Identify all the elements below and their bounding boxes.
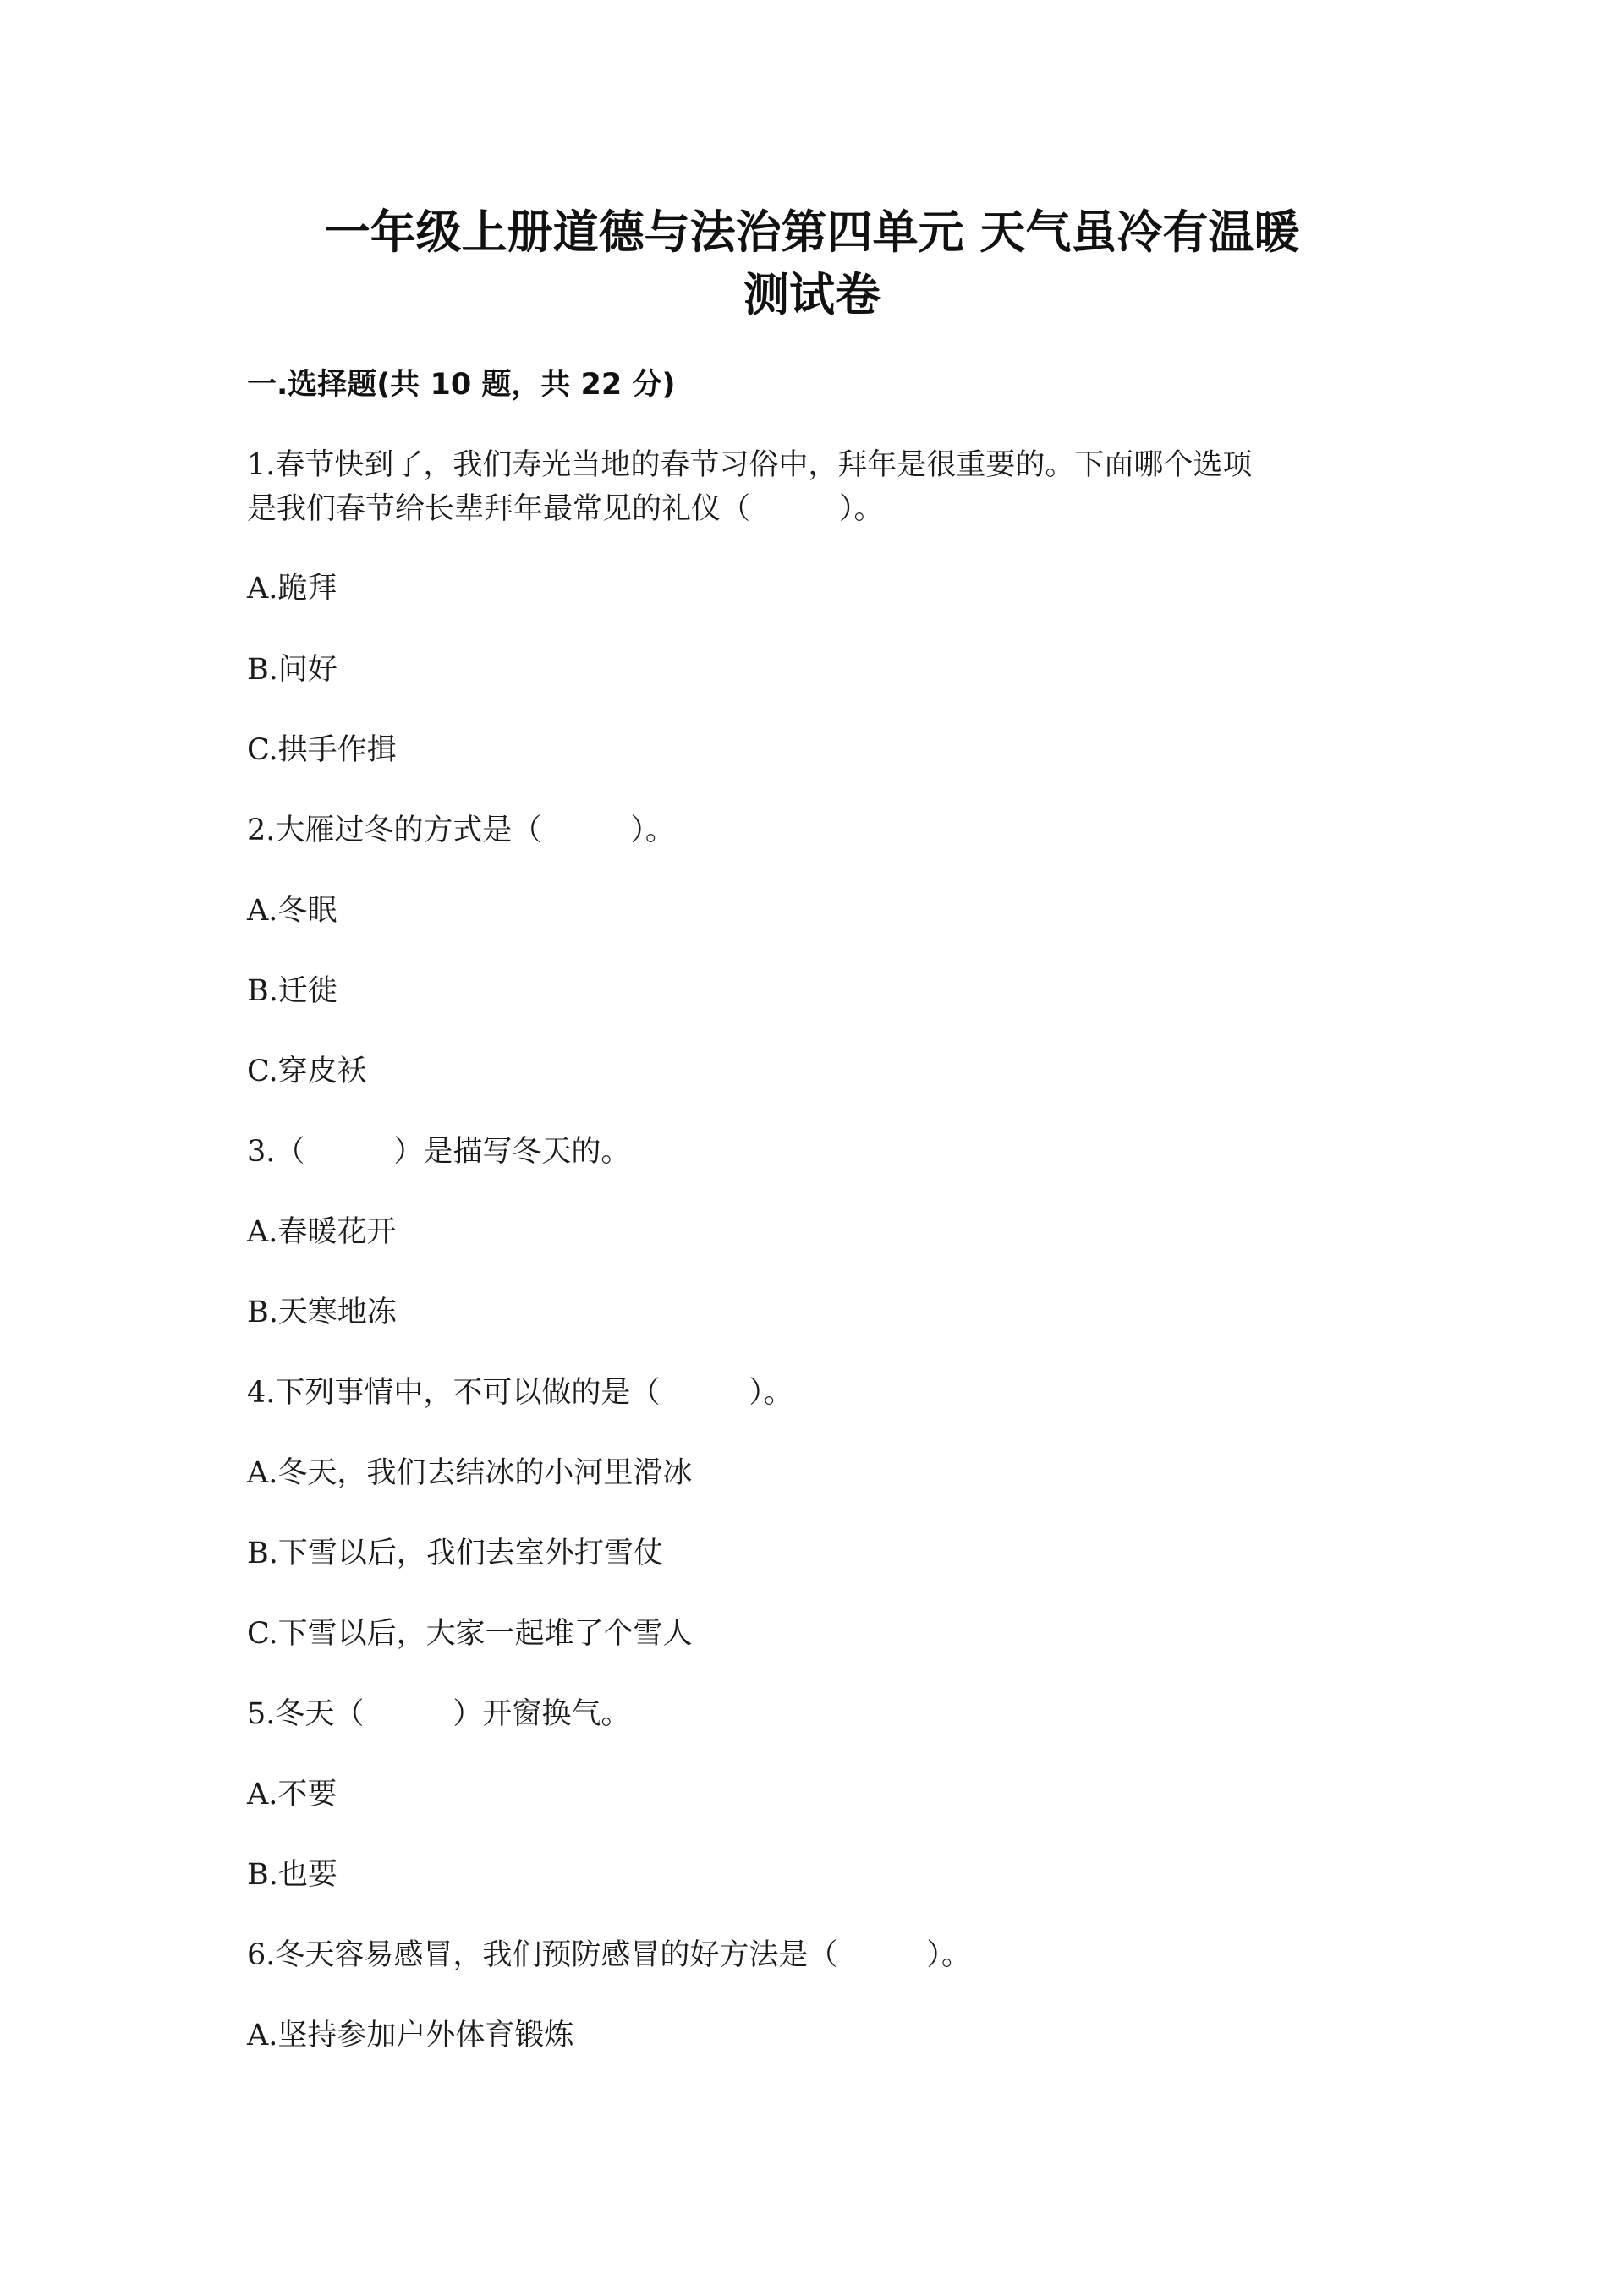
question-4-option-b: B.下雪以后，我们去室外打雪仗 [247, 1537, 663, 1570]
question-5-stem: 5.冬天（ ）开窗换气。 [247, 1697, 631, 1731]
exam-title-line-2: 测试卷 [743, 268, 881, 321]
question-3-stem: 3.（ ）是描写冬天的。 [247, 1135, 631, 1169]
question-4-option-a: A.冬天，我们去结冰的小河里滑冰 [247, 1456, 693, 1490]
question-2-option-c: C.穿皮袄 [247, 1055, 367, 1088]
question-4-option-c: C.下雪以后，大家一起堆了个雪人 [247, 1617, 693, 1651]
question-1-option-b: B.问好 [247, 653, 337, 687]
section-heading: 一.选择题(共 10 题，共 22 分) [247, 368, 676, 402]
question-1-option-a: A.跪拜 [247, 572, 337, 606]
question-2-option-a: A.冬眠 [247, 894, 337, 928]
question-2-option-b: B.迁徙 [247, 974, 337, 1008]
question-6-option-a: A.坚持参加户外体育锻炼 [247, 2019, 574, 2052]
question-1-stem-line-2: 是我们春节给长辈拜年最常见的礼仪（ ）。 [247, 492, 884, 526]
question-3-option-a: A.春暖花开 [247, 1215, 397, 1249]
question-3-option-b: B.天寒地冻 [247, 1296, 397, 1329]
question-2-stem: 2.大雁过冬的方式是（ ）。 [247, 814, 675, 847]
question-1-option-c: C.拱手作揖 [247, 733, 397, 767]
exam-title-line-1: 一年级上册道德与法治第四单元 天气虽冷有温暖 [324, 205, 1300, 259]
question-4-stem: 4.下列事情中，不可以做的是（ ）。 [247, 1376, 793, 1410]
question-1-stem-line-1: 1.春节快到了，我们寿光当地的春节习俗中，拜年是很重要的。下面哪个选项 [247, 448, 1253, 482]
question-5-option-b: B.也要 [247, 1858, 337, 1892]
question-6-stem: 6.冬天容易感冒，我们预防感冒的好方法是（ ）。 [247, 1938, 971, 1972]
question-5-option-a: A.不要 [247, 1778, 337, 1811]
